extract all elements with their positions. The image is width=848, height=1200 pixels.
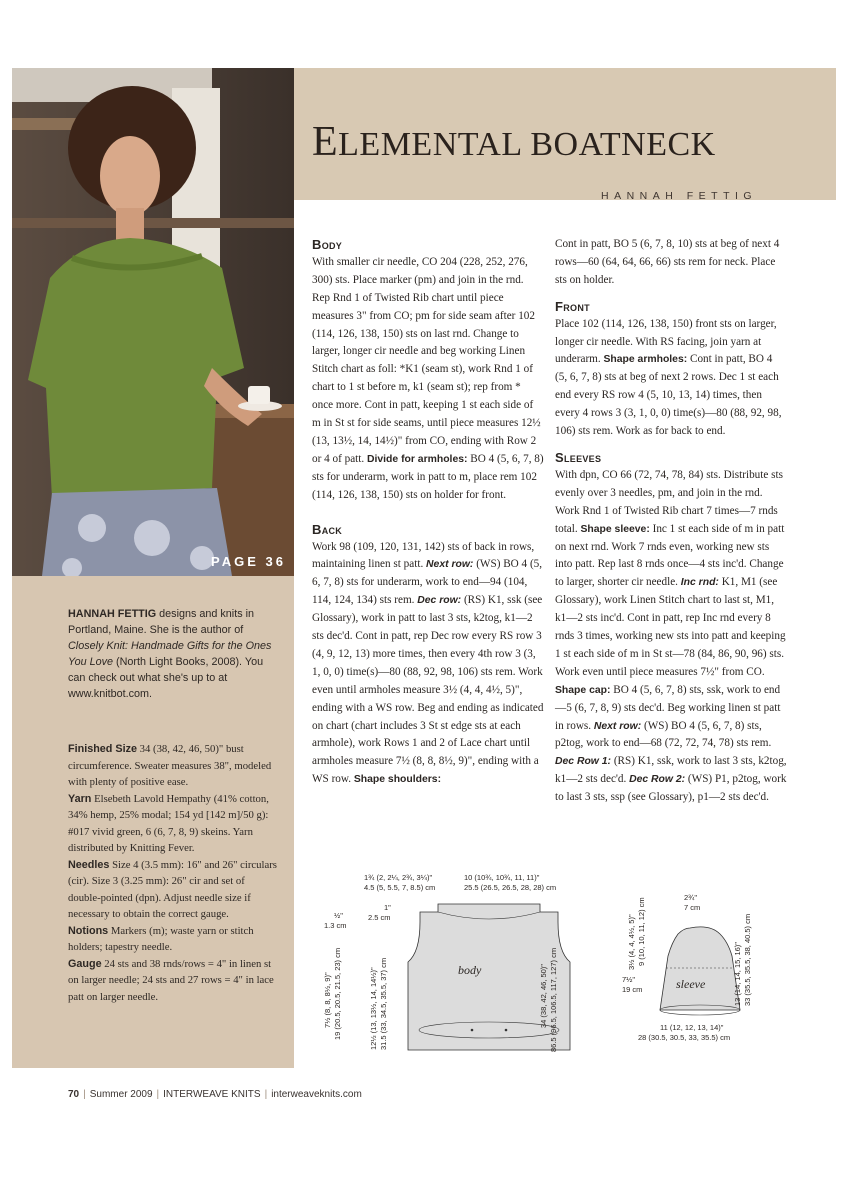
title-initial: E — [312, 119, 339, 165]
subheading-shape-shoulders: Shape shoulders: — [353, 774, 442, 786]
cap-height-cm: 9 (10, 10, 11, 12) cm — [637, 897, 646, 966]
armhole-depth-in: 7½ (8, 8, 8½, 9)" — [323, 972, 332, 1028]
subheading-dec-row-2: Dec Row 2: — [629, 774, 686, 786]
marker-dot — [471, 1029, 474, 1032]
neck-width-in: 10 (10¾, 10¾, 11, 11)" — [464, 873, 540, 882]
spec-finished-size — [68, 741, 280, 791]
neck-width-cm: 25.5 (26.5, 26.5, 28, 28) cm — [464, 883, 557, 892]
section-heading-sleeves: Sleeves — [555, 449, 602, 465]
section-heading-body: Body — [312, 237, 343, 252]
marker-dot — [505, 1029, 508, 1032]
sleeves-text: With dpn, CO 66 (72, 74, 78, 84) sts. Distribute sts evenly over 3 needles, pm, and join in the rnd. Work Rnd 1 of Twisted Rib chart 7 times—7 rnds total. — [555, 468, 783, 535]
sleeve-length-in: 7½" — [622, 975, 636, 984]
bio-text: designs and knits in Portland, Maine. She is the author of — [68, 608, 255, 636]
sleeve-label: sleeve — [676, 977, 706, 991]
instructions-column-2 — [555, 236, 787, 807]
armhole-depth-cm: 19 (20.5, 20.5, 21.5, 23) cm — [333, 947, 342, 1040]
body-instructions — [312, 254, 544, 505]
body-length-in: 12½ (13, 13½, 14, 14½)" — [369, 967, 378, 1050]
body-label: body — [458, 963, 482, 977]
upper-arm-cm: 33 (35.5, 35.5, 38, 40.5) cm — [743, 913, 752, 1006]
spec-label: Yarn — [68, 792, 92, 805]
schematic-diagram — [300, 860, 848, 1060]
subheading-shape-cap: Shape cap: — [555, 684, 611, 696]
model-photo — [12, 68, 294, 576]
cuff-cm: 28 (30.5, 30.5, 33, 35.5) cm — [638, 1033, 731, 1042]
title-rest: LEMENTAL BOATNECK — [338, 126, 716, 163]
cap-top-in: 2¾" — [684, 893, 698, 902]
bio-book-title: Closely Knit: Handmade Gifts for the Ones You Love — [68, 640, 272, 668]
magazine-url[interactable]: interweaveknits.com — [271, 1089, 362, 1100]
spec-yarn — [68, 791, 280, 857]
back-text-4: Cont in patt, BO 5 (6, 7, 8, 10) sts at beg of next 4 rows—60 (64, 64, 66, 66) sts rem for neck. Place sts on holder. — [555, 238, 780, 286]
subheading-divide: Divide for armholes: — [367, 453, 468, 465]
bio-name: HANNAH FETTIG — [68, 608, 157, 620]
back-text: Work 98 (109, 120, 131, 142) sts of back in rows, maintaining linen st patt. — [312, 540, 535, 571]
page-footer: 70 | Summer 2009 | INTERWEAVE KNITS | interweaveknits.com — [68, 1089, 362, 1100]
subheading-dec-row: Dec row: — [417, 595, 462, 607]
subheading-next-row: Next row: — [426, 559, 474, 571]
cap-height-in: 3½ (4, 4, 4½, 5)" — [627, 914, 636, 970]
page-reference-text: PAGE 36 — [211, 554, 286, 569]
cap-top-cm: 7 cm — [684, 903, 701, 912]
one-cm-dim: 2.5 cm — [368, 913, 391, 922]
pattern-title — [312, 118, 716, 166]
half-inch-dim: ½" — [334, 911, 343, 920]
section-heading-front: Front — [555, 298, 590, 314]
body-length-cm: 31.5 (33, 34.5, 35.5, 37) cm — [379, 957, 388, 1050]
bio-text-end: (North Light Books, 2008). You can check out what she's up to at www.knitbot.com. — [68, 656, 264, 700]
spec-gauge — [68, 956, 280, 1006]
spec-label: Gauge — [68, 957, 102, 970]
sleeves-text-5: (WS) BO 4 (5, 6, 7, 8) sts, p2tog, work to end—68 (72, 72, 74, 78) sts rem. — [555, 719, 772, 750]
subheading-shape-sleeve: Shape sleeve: — [580, 523, 650, 535]
spec-text: 24 sts and 38 rnds/rows = 4" in linen st on larger needle; 24 sts and 27 rows = 4" in lace patt on larger needle. — [68, 957, 274, 1003]
subheading-next-row-2: Next row: — [593, 720, 642, 732]
spec-label: Finished Size — [68, 743, 137, 755]
shoulder-width-cm: 4.5 (5, 5.5, 7, 8.5) cm — [364, 883, 436, 892]
back-instructions-cont — [555, 236, 787, 290]
spec-notions — [68, 923, 280, 956]
designer-name: HANNAH FETTIG — [601, 190, 758, 202]
body-text-2: BO 4 (5, 6, 7, 8) sts for underarm, work in patt to m, place rem 102 (114, 126, 138, 150) sts on holder for front. — [312, 452, 544, 501]
spec-label: Needles — [68, 858, 110, 871]
bust-cm: 86.5 (96.5, 106.5, 117, 127) cm — [549, 947, 558, 1052]
half-cm-dim: 1.3 cm — [324, 921, 347, 930]
back-text-2: (WS) BO 4 (5, 6, 7, 8) sts for underarm, work to end—94 (104, 114, 124, 134) sts rem. — [312, 558, 543, 607]
spec-text: Size 4 (3.5 mm): 16" and 26" circulars (cir). Size 3 (3.25 mm): 26" cir and set of double-pointed (dpn). Adjust needle size if necessary to obtain the correct gauge. — [68, 858, 277, 920]
spec-label: Notions — [68, 924, 109, 937]
subheading-dec-row-1: Dec Row 1: — [555, 756, 612, 768]
sleeve-shape — [660, 927, 740, 1010]
sleeves-text-6: (RS) K1, ssk, work to last 3 sts, k2tog, k1—2 sts dec'd. — [555, 755, 787, 786]
page-number: 70 — [68, 1089, 80, 1100]
body-text: With smaller cir needle, CO 204 (228, 252, 276, 300) sts. Place marker (pm) and join in the rnd. Rep Rnd 1 of Twisted Rib chart until piece measures 3" from CO; pm for side seam after 102 (114, 126, 138, 150) sts on last rnd. Change to larger, longer cir needle and beg working Linen Stitch chart as foll: *K1 (seam st), work Rnd 1 of chart to 1 st before m, k1 (seam st); rep from * once more. Cont in patt, keeping 1 st each side of m in St st for side seams, until piece measures 12½ (13, 13½, 14, 14½)" from CO, ending with Row 2 or 4 of patt. — [312, 255, 541, 465]
sleeves-text-2: Inc 1 st each side of m in patt on next rnd. Work 7 rnds even, working new sts into patt. Rep last 8 rnds once—4 sts inc'd. Change to larger, shorter cir needle. — [555, 522, 785, 589]
cuff-in: 11 (12, 12, 13, 14)" — [660, 1023, 724, 1032]
subheading-shape-armholes: Shape armholes: — [603, 354, 688, 366]
magazine-name: INTERWEAVE KNITS — [163, 1089, 261, 1100]
front-text-2: Cont in patt, BO 4 (5, 6, 7, 8) sts at beg of next 2 rows. Dec 1 st each end every RS row 4 (5, 10, 13, 14) times, then every 4 rows 3 (3, 1, 0, 0) time(s)—80 (88, 92, 98, 106) sts rem. Work as for back to end. — [555, 353, 782, 438]
shoulder-width-in: 1¾ (2, 2¼, 2¾, 3¼)" — [364, 873, 433, 882]
section-heading-back: Back — [312, 521, 343, 537]
bust-in: 34 (38, 42, 46, 50)" — [539, 964, 548, 1028]
front-text: Place 102 (114, 126, 138, 150) front sts on larger, longer cir needle. With RS facing, join yarn at underarm. — [555, 317, 777, 366]
spec-text: Elsebeth Lavold Hempathy (41% cotton, 34% hemp, 25% modal; 154 yd [142 m]/50 g): #017 vivid green, 6 (6, 7, 8, 9) skeins. Yarn distributed by Knitting Fever. — [68, 792, 269, 854]
front-instructions — [555, 316, 787, 441]
issue-name: Summer 2009 — [89, 1089, 153, 1100]
instructions-column-1 — [312, 236, 544, 789]
spec-needles — [68, 857, 280, 923]
upper-arm-in: 13 (14, 14, 15, 16)" — [733, 942, 742, 1006]
sleeves-instructions — [555, 467, 787, 807]
subheading-inc-rnd: Inc rnd: — [680, 577, 719, 589]
sleeve-length-cm: 19 cm — [622, 985, 643, 994]
sleeves-text-3: K1, M1 (see Glossary), work Linen Stitch chart to last st, M1, k1—2 sts inc'd. Cont in patt, rep Inc rnd every 8 rnds 3 times, working new sts into patt and keeping 1 st each side of m in St st—78 (84, 86, 90, 96) sts. Work even until piece measures 7½" from CO. — [555, 576, 786, 678]
page-reference-label — [12, 550, 294, 576]
materials-list — [68, 741, 280, 1005]
back-text-3: (RS) K1, ssk (see Glossary), work in patt to last 3 sts, k2tog, k1—2 sts dec'd. Cont in patt, rep Dec row every RS row 3 (4, 9, 12, 13) more times, then every 4th row 3 (3, 1, 0, 0) time(s)—80 (88, 92, 98, 106) sts rem. Work even until armholes measure 3½ (4, 4, 4½, 5)", ending with a WS row. Beg and ending as indicated on chart (chart includes 3 St st edge sts at each armhole), work Rows 1 and 2 of Lace chart until armholes measure 7½ (8, 8, 8½, 9)", ending with a WS row. — [312, 594, 544, 786]
back-instructions — [312, 539, 544, 790]
designer-bio — [68, 606, 280, 702]
spec-text: Markers (m); waste yarn or stitch holders; tapestry needle. — [68, 924, 254, 953]
sleeves-text-4: BO 4 (5, 6, 7, 8) sts, ssk, work to end—5 (6, 7, 8, 9) sts dec'd. Beg working linen st patt in rows. — [555, 683, 781, 732]
sleeves-text-7: (WS) P1, p2tog, work to last 3 sts, ssp (see Glossary), p1—2 sts dec'd. — [555, 773, 787, 804]
one-inch-dim: 1" — [384, 903, 391, 912]
spec-text: 34 (38, 42, 46, 50)" bust circumference. Sweater measures 38", modeled with plenty of positive ease. — [68, 743, 272, 788]
